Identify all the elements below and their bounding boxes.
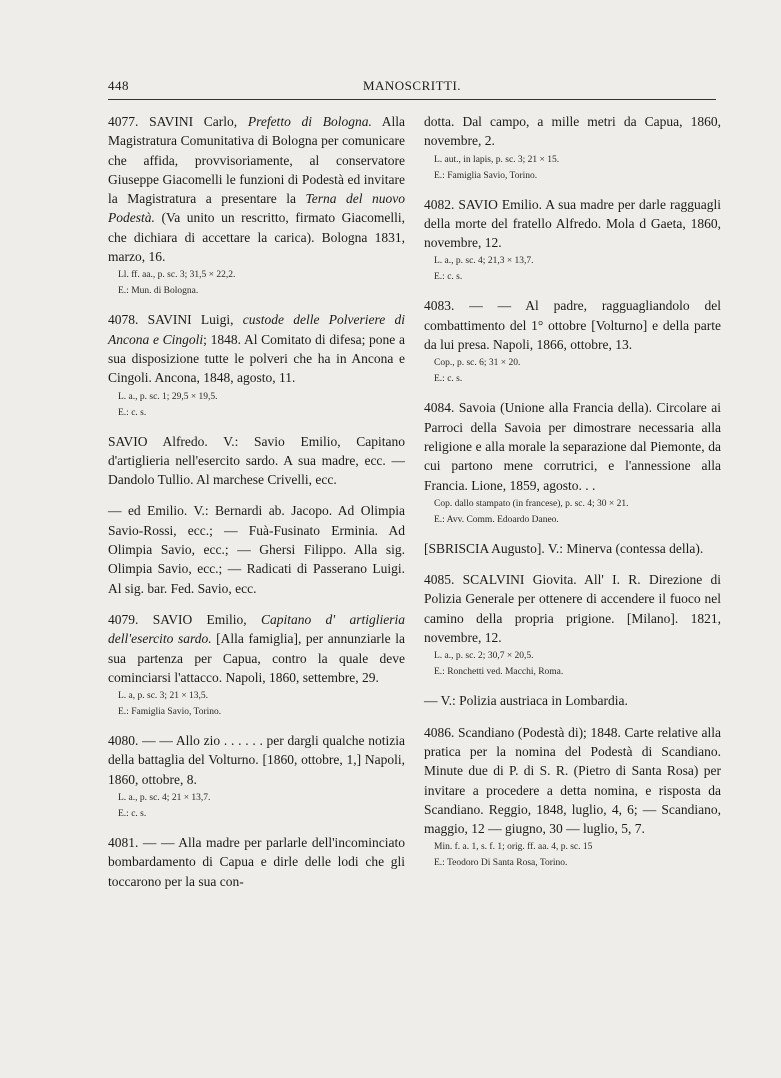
entry-text-run: 4085. SCALVINI Giovita. All' I. R. Direzione di Polizia Generale per ottenere di accendere il fuoco nel camino della propria prigione. [Milano]. 1821, novembre, 12.	[424, 572, 721, 646]
entry-text	[108, 731, 405, 789]
catalog-entry	[108, 833, 405, 891]
entry-note: E.: c. s.	[434, 374, 463, 385]
entry-text	[424, 112, 721, 151]
entry-note: E.: Ronchetti ved. Macchi, Roma.	[434, 667, 564, 678]
entry-text-run: 4086. Scandiano (Podestà di); 1848. Carte relative alla pratica per la nomina del Podestà di Scandiano. Minute due di P. di S. R. (Pietro di Santa Rosa) per invitare a procedere a detta nomina, e risposta da Scandiano. Reggio, 1848, luglio, 4, 6; — Scandiano, maggio, 12 — giugno, 30 — luglio, 5, 7.	[424, 724, 721, 837]
entry-note: L. a, p. sc. 3; 21 × 13,5.	[118, 691, 209, 702]
entry-text	[108, 112, 405, 266]
entry-text-run: (Va unito un rescritto, firmato Giacomelli, che dichiara di accettare la carica). Bologna 1831, marzo, 16.	[108, 210, 405, 265]
entry-italic-run: Terna del nuovo Podestà.	[108, 191, 406, 226]
entry-note: E.: Avv. Comm. Edoardo Daneo.	[434, 514, 559, 525]
entry-text-run: 4082. SAVIO Emilio. A sua madre per darle ragguagli della morte del fratello Alfredo. Mola d Gaeta, 1860, novembre, 12.	[424, 196, 721, 251]
entry-note: Ll. ff. aa., p. sc. 3; 31,5 × 22,2.	[118, 270, 236, 281]
entry-text	[108, 501, 405, 597]
catalog-entry	[108, 610, 405, 719]
entry-note: E.: Famiglia Savio, Torino.	[118, 707, 222, 718]
catalog-entry	[108, 501, 405, 597]
left-column	[108, 112, 405, 903]
right-column	[424, 112, 721, 882]
entry-note: E.: Famiglia Savio, Torino.	[434, 170, 538, 181]
catalog-entry	[424, 691, 721, 710]
catalog-entry	[424, 723, 721, 871]
entry-text-run: 4084. Savoia (Unione alla Francia della). Circolare ai Parroci della Savoia per dimostrare necessaria alla religione e alla morale la separazione dal Piemonte, da cui partono mene corrutrici, e l'annessione alla Francia. Lione, 1859, agosto. . .	[424, 400, 721, 493]
entry-note: E.: c. s.	[118, 407, 147, 418]
entry-text	[424, 570, 721, 647]
entry-text-run: ; 1848. Al Comitato di difesa; pone a sua disposizione tutte le polveri che ha in Ancona e Cingoli. Ancona, 1848, agosto, 11.	[108, 331, 405, 386]
entry-text-run: SAVIO Alfredo. V.: Savio Emilio, Capitano d'artiglieria nell'esercito sardo. A sua madre, ecc. — Dandolo Tullio. Al marchese Crivelli, ecc.	[108, 433, 405, 488]
entry-text	[424, 195, 721, 253]
catalog-entry	[424, 296, 721, 386]
entry-text	[424, 398, 721, 494]
entry-note: L. a., p. sc. 4; 21 × 13,7.	[118, 793, 211, 804]
entry-note: L. a., p. sc. 4; 21,3 × 13,7.	[434, 256, 534, 267]
entry-text-run: — V.: Polizia austriaca in Lombardia.	[424, 693, 628, 709]
entry-note: E.: c. s.	[118, 809, 147, 820]
catalog-entry	[424, 112, 721, 183]
entry-text-run: 4083. — — Al padre, ragguagliandolo del combattimento del 1° ottobre [Volturno] e della parte da lui presa. Napoli, 1866, ottobre, 13.	[424, 298, 721, 353]
entry-italic-run: Capitano d' artiglieria dell'esercito sardo.	[108, 611, 405, 647]
entry-text	[424, 723, 721, 839]
entry-note: E.: c. s.	[434, 272, 463, 283]
page-number: 448	[108, 78, 129, 93]
catalog-entry	[108, 112, 405, 298]
entry-note: Cop. dallo stampato (in francese), p. sc. 4; 30 × 21.	[434, 498, 629, 509]
entry-text	[108, 310, 405, 387]
entry-text-run: 4081. — — Alla madre per parlarle dell'incominciato bombardamento di Capua e dirle delle lodi che gli toccarono per la sua con-	[108, 835, 405, 889]
running-title: MANOSCRITTI.	[362, 78, 462, 93]
catalog-entry	[424, 570, 721, 679]
entry-text	[108, 432, 405, 490]
entry-note: L. aut., in lapis, p. sc. 3; 21 × 15.	[434, 154, 560, 165]
entry-note: E.: Teodoro Di Santa Rosa, Torino.	[434, 858, 568, 869]
header-rule	[108, 99, 716, 100]
entry-text-run: 4079. SAVIO Emilio,	[108, 611, 261, 627]
entry-note: L. a., p. sc. 2; 30,7 × 20,5.	[434, 651, 534, 662]
page-header	[108, 78, 716, 96]
entry-note: E.: Mun. di Bologna.	[118, 286, 199, 297]
entry-note: Min. f. a. 1, s. f. 1; orig. ff. aa. 4, p. sc. 15	[434, 842, 593, 853]
entry-text-run: dotta. Dal campo, a mille metri da Capua, 1860, novembre, 2.	[424, 114, 721, 149]
entry-text-run: 4077. SAVINI Carlo,	[108, 114, 248, 129]
catalog-entry	[424, 398, 721, 526]
entry-text-run: 4078. SAVINI Luigi,	[108, 312, 243, 328]
entry-note: L. a., p. sc. 1; 29,5 × 19,5.	[118, 391, 218, 402]
entry-text	[424, 296, 721, 354]
entry-note: Cop., p. sc. 6; 31 × 20.	[434, 358, 521, 369]
entry-text-run: [SBRISCIA Augusto]. V.: Minerva (contessa della).	[424, 540, 704, 556]
entry-text-run: 4080. — — Allo zio . . . . . . per dargli qualche notizia della battaglia del Volturno. [1860, ottobre, 1,] Napoli, 1860, ottobre, 8.	[108, 733, 405, 787]
catalog-entry	[424, 195, 721, 285]
entry-text-run: Alla Magistratura Comunitativa di Bologna per comunicare che affida, provvisoriamente, al conservatore Giuseppe Giacomelli le funzioni di Podestà ed invitare la Magistratura a presentare la	[108, 114, 406, 207]
entry-text	[108, 610, 405, 687]
entry-italic-run: Prefetto di Bologna.	[247, 114, 372, 129]
entry-text-run: [Alla famiglia], per annunziarle la sua partenza per Capua, contro la quale deve cominciarsi l'attacco. Napoli, 1860, settembre, 29.	[108, 631, 405, 685]
entry-text	[424, 539, 721, 558]
catalog-entry	[108, 310, 405, 419]
entry-text	[424, 691, 721, 710]
catalog-entry	[424, 539, 721, 558]
catalog-entry	[108, 731, 405, 821]
entry-italic-run: custode delle Polveriere di Ancona e Cingoli	[108, 312, 405, 347]
entry-text-run: — ed Emilio. V.: Bernardi ab. Jacopo. Ad Olimpia Savio-Rossi, ecc.; — Fuà-Fusinato Erminia. Ad Olimpia Savio, ecc.; — Ghersi Filippo. Alla sig. Olimpia Savio, ecc.; — Radicati di Passerano Luigi. Al sig. bar. Fed. Savio, ecc.	[108, 503, 405, 596]
entry-text	[108, 833, 405, 891]
catalog-entry	[108, 432, 405, 490]
